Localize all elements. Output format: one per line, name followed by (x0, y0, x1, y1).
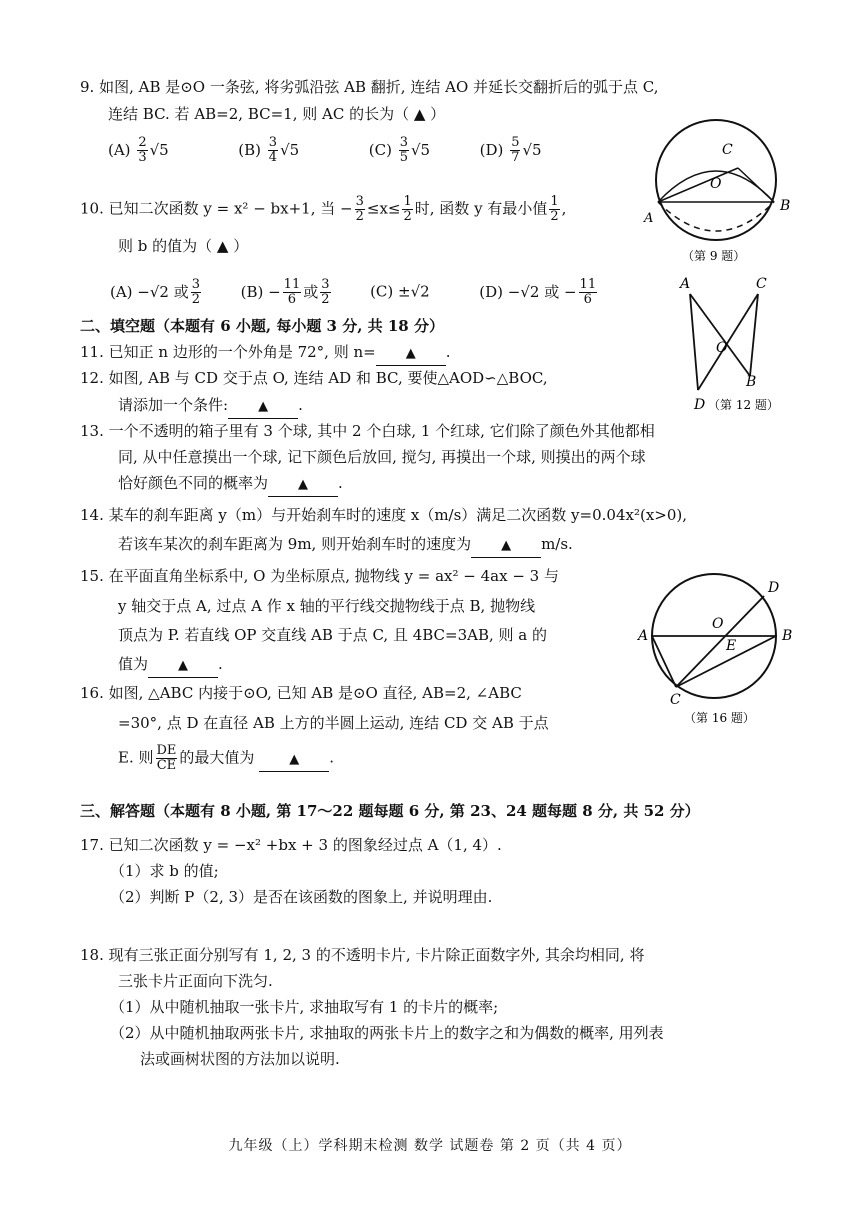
q12-line2: 请添加一个条件: ▲ . (118, 394, 303, 419)
fig16-label-b: B (782, 628, 793, 644)
q15-line4: 值为 ▲ . (118, 653, 223, 678)
q18-line2: 三张卡片正面向下洗匀. (118, 972, 273, 990)
q10-opt-c: (C) ±√2 (370, 282, 430, 301)
q18-line3: （1）从中随机抽取一张卡片, 求抽取写有 1 的卡片的概率; (110, 998, 499, 1016)
fig16-label-o: O (712, 616, 724, 632)
q10-opt-a: (A) −√2 或 $\frac{3}{2}$ (110, 277, 201, 307)
q9-line2: 连结 BC. 若 AB=2, BC=1, 则 AC 的长为（ ▲ ） (108, 105, 446, 123)
fig9-caption: （第 9 题） (682, 249, 746, 263)
q17-line2: （1）求 b 的值; (110, 862, 219, 880)
q13-line3: 恰好颜色不同的概率为 ▲ . (118, 472, 343, 497)
fig9-label-b: B (780, 198, 791, 214)
q15-line3: 顶点为 P. 若直线 OP 交直线 AB 于点 C, 且 4BC=3AB, 则 a 的 (118, 626, 547, 644)
q11-blank: ▲ (376, 341, 446, 366)
fig12-caption: （第 12 题） (708, 398, 779, 412)
q11: 11. 已知正 n 边形的一个外角是 72°, 则 n= ▲ . (80, 341, 451, 366)
q16-line2: =30°, 点 D 在直径 AB 上方的半圆上运动, 连结 CD 交 AB 于点 (118, 714, 549, 732)
q10-opt-b: (B) − $\frac{11}{6}$ 或 $\frac{3}{2}$ (240, 277, 330, 307)
fig16-label-d: D (768, 580, 780, 596)
q10-line1: 10. 已知二次函数 y = x² − bx+1, 当 − $\frac{3}{2}$ ≤x≤ $\frac{1}{2}$ 时, 函数 y 有最小值 $\frac{1}{2}$ , (80, 194, 567, 224)
figure-9 (640, 110, 800, 270)
q9-opt-a: (A) $\frac{2}{3}$ √5 (108, 135, 169, 165)
q17-line1: 17. 已知二次函数 y = −x² +bx + 3 的图象经过点 A（1, 4）. (80, 836, 502, 854)
q9-opt-b: (B) $\frac{3}{4}$ √5 (238, 135, 300, 165)
q17-line3: （2）判断 P（2, 3）是否在该函数的图象上, 并说明理由. (110, 888, 493, 906)
fig16-label-c: C (670, 692, 681, 708)
section-3-heading: 三、解答题（本题有 8 小题, 第 17～22 题每题 6 分, 第 23、24 题每题 8 分, 共 52 分） (80, 802, 700, 820)
fig12-label-d: D (694, 397, 706, 413)
q15-blank: ▲ (148, 653, 218, 678)
q13-line1: 13. 一个不透明的箱子里有 3 个球, 其中 2 个白球, 1 个红球, 它们除了颜色外其他都相 (80, 422, 655, 440)
q12-line1: 12. 如图, AB 与 CD 交于点 O, 连结 AD 和 BC, 要使△AOD∽△BOC, (80, 369, 548, 387)
q9-line1: 9. 如图, AB 是⊙O 一条弦, 将劣弧沿弦 AB 翻折, 连结 AO 并延长交翻折后的弧于点 C, (80, 78, 659, 96)
q10-opt-d: (D) −√2 或 − $\frac{11}{6}$ (479, 277, 597, 307)
q15-line2: y 轴交于点 A, 过点 A 作 x 轴的平行线交抛物线于点 B, 抛物线 (118, 597, 536, 615)
page-footer: 九年级（上）学科期末检测 数学 试题卷 第 2 页（共 4 页） (228, 1138, 632, 1154)
fig16-label-e: E (726, 638, 737, 654)
q13-line2: 同, 从中任意摸出一个球, 记下颜色后放回, 搅匀, 再摸出一个球, 则摸出的两个球 (118, 448, 646, 466)
section-2-heading: 二、填空题（本题有 6 小题, 每小题 3 分, 共 18 分） (80, 317, 444, 335)
q9-options (108, 136, 542, 165)
q16-blank: ▲ (259, 747, 329, 772)
figure-16 (636, 572, 804, 732)
fig12-label-o: O (716, 340, 728, 356)
fig12-label-b: B (746, 374, 757, 390)
fig16-caption: （第 16 题） (684, 711, 755, 725)
q9-opt-c: (C) $\frac{3}{5}$ √5 (368, 135, 431, 165)
q14-blank: ▲ (471, 533, 541, 558)
q16-line1: 16. 如图, △ABC 内接于⊙O, 已知 AB 是⊙O 直径, AB=2, ∠ABC (80, 684, 522, 702)
q9-opt-d: (D) $\frac{5}{7}$ √5 (479, 135, 542, 165)
q18-line4: （2）从中随机抽取两张卡片, 求抽取的两张卡片上的数字之和为偶数的概率, 用列表 (110, 1024, 664, 1042)
q16-line3: E. 则 $\frac{DE}{CE}$ 的最大值为 ▲ . (118, 743, 334, 773)
fig9-label-o: O (710, 176, 722, 192)
fig12-label-a: A (680, 276, 691, 292)
fig9-label-a: A (644, 211, 654, 226)
q10-options (110, 278, 599, 307)
q18-line1: 18. 现有三张正面分别写有 1, 2, 3 的不透明卡片, 卡片除正面数字外, 其余均相同, 将 (80, 946, 645, 964)
fig9-label-c: C (722, 142, 733, 158)
q18-line5: 法或画树状图的方法加以说明. (140, 1050, 340, 1068)
q14-line1: 14. 某车的刹车距离 y（m）与开始刹车时的速度 x（m/s）满足二次函数 y=0.04x²(x>0), (80, 506, 688, 524)
q15-line1: 15. 在平面直角坐标系中, O 为坐标原点, 抛物线 y = ax² − 4ax − 3 与 (80, 567, 559, 585)
q14-line2: 若该车某次的刹车距离为 9m, 则开始刹车时的速度为 ▲ m/s. (118, 533, 573, 558)
fig16-label-a: A (638, 628, 649, 644)
q10-line2: 则 b 的值为（ ▲ ） (118, 237, 249, 255)
q12-blank: ▲ (228, 394, 298, 419)
q13-blank: ▲ (268, 472, 338, 497)
fig12-label-c: C (756, 276, 767, 292)
figure-12 (670, 272, 800, 417)
